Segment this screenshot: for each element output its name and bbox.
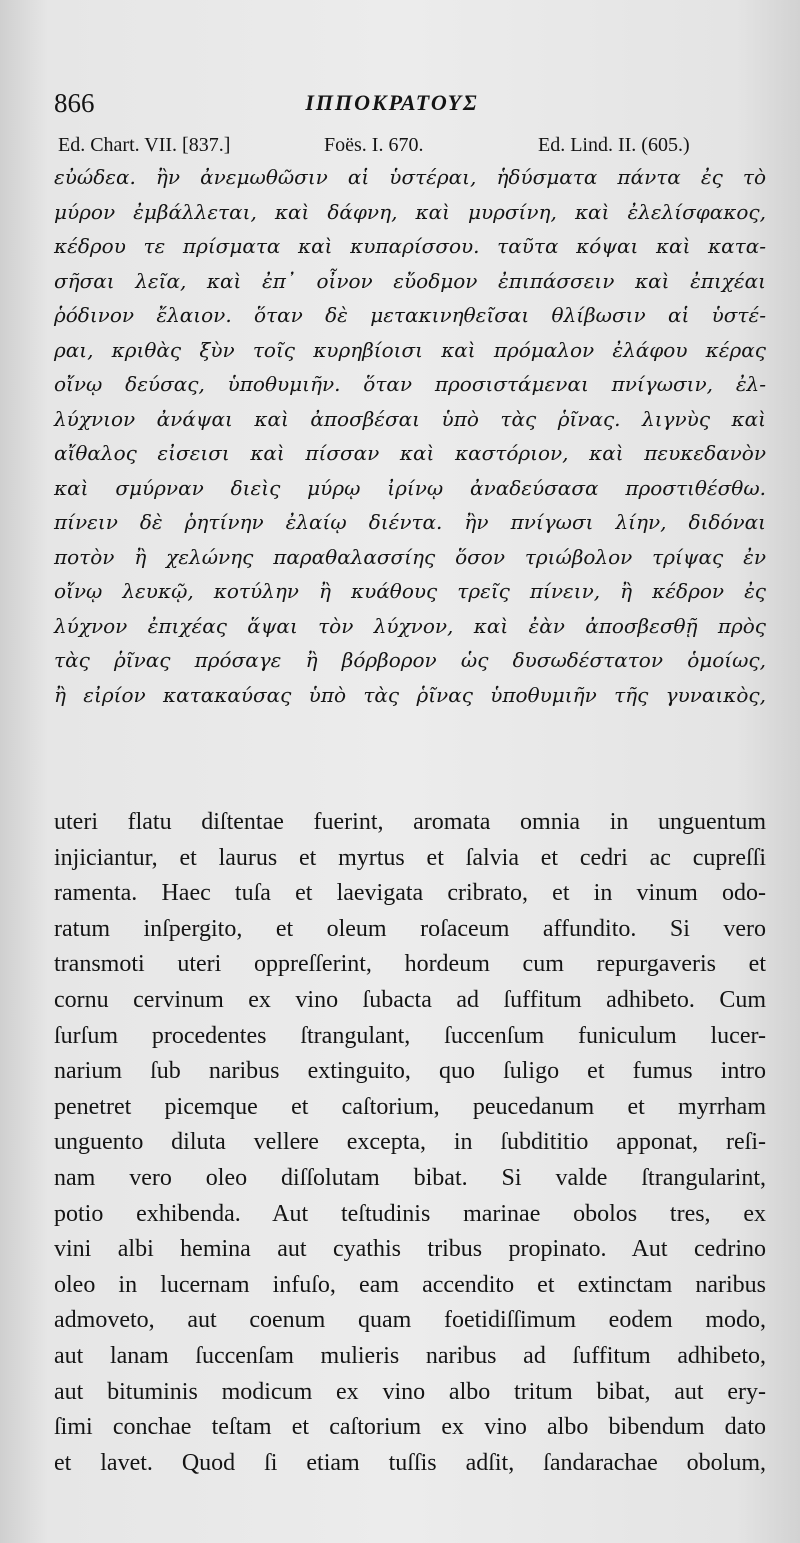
greek-text-line: λύχνον ἐπιχέας ἅψαι τὸν λύχνον, καὶ ἐὰν ἀποσβεσθῇ πρὸς <box>54 613 766 638</box>
page-number: 866 <box>54 88 95 118</box>
latin-text-line: injiciantur, et laurus et myrtus et ſalvia et cedri ac cupreſſi <box>54 844 766 871</box>
greek-text-line: ραι, κριθὰς ξὺν τοῖς κυρηβίοισι καὶ πρόμαλον ἐλάφου κέρας <box>54 337 766 362</box>
greek-text-line: πίνειν δὲ ῥητίνην ἐλαίῳ διέντα. ἢν πνίγωσι λίην, διδόναι <box>54 510 766 534</box>
greek-text-line: αἴθαλος εἰσεισι καὶ πίσσαν καὶ καστόριον, καὶ πευκεδανὸν <box>54 441 766 465</box>
greek-text-line: κέδρου τε πρίσματα καὶ κυπαρίσσου. ταῦτα κόψαι καὶ κατα- <box>54 234 766 258</box>
latin-text-line: cornu cervinum ex vino ſubacta ad ſuffitum adhibeto. Cum <box>54 986 766 1013</box>
latin-text-line: aut bituminis modicum ex vino albo tritum bibat, aut ery- <box>54 1378 766 1405</box>
greek-text-line: τὰς ῥῖνας πρόσαγε ἢ βόρβορον ὡς δυσωδέστατον ὁμοίως, <box>54 648 766 672</box>
latin-text-line: uteri flatu diſtentae fuerint, aromata omnia in unguentum <box>54 809 766 835</box>
greek-text-line: μύρον ἐμβάλλεται, καὶ δάφνη, καὶ μυρσίνη, καὶ ἐλελίσφακος, <box>54 199 766 224</box>
greek-text-line: ἢ εἰρίον κατακαύσας ὑπὸ τὰς ῥῖνας ὑποθυμιῆν τῆς γυναικὸς, <box>54 682 766 707</box>
latin-text-line: ſimi conchae teſtam et caſtorium ex vino albo bibendum dato <box>54 1414 766 1441</box>
edition-lind: Ed. Lind. II. (605.) <box>538 134 690 156</box>
latin-text-line: vini albi hemina aut cyathis tribus propinato. Aut cedrino <box>54 1236 766 1263</box>
latin-text-line: ramenta. Haec tuſa et laevigata cribrato, et in vinum odo- <box>54 880 766 907</box>
greek-text-line: λύχνιον ἀνάψαι καὶ ἀποσβέσαι ὑπὸ τὰς ῥῖνας. λιγνὺς καὶ <box>54 406 766 431</box>
latin-text-line: ſurſum procedentes ſtrangulant, ſuccenſum funiculum lucer- <box>54 1022 766 1049</box>
greek-text-line: εὐώδεα. ἢν ἀνεμωθῶσιν αἱ ὑστέραι, ἡδύσματα πάντα ἐς τὸ <box>54 165 766 189</box>
latin-text-line: transmoti uteri oppreſſerint, hordeum cum repurgaveris et <box>54 951 766 978</box>
greek-text-line: ποτὸν ἢ χελώνης παραθαλασσίης ὅσον τριώβολον τρίψας ἐν <box>54 544 766 569</box>
edition-foes: Foës. I. 670. <box>324 134 424 156</box>
greek-text-line: καὶ σμύρναν διεὶς μύρῳ ἰρίνῳ ἀναδεύσασα προστιθέσθω. <box>54 475 766 500</box>
greek-text-line: οἴνῳ δεύσας, ὑποθυμιῆν. ὅταν προσιστάμεναι πνίγωσιν, ἐλ- <box>54 372 766 396</box>
latin-text-block <box>54 805 766 1481</box>
latin-text-line: et lavet. Quod ſi etiam tuſſis adſit, ſandarachae obolum, <box>54 1449 766 1476</box>
latin-text-line: oleo in lucernam infuſo, eam accendito et extinctam naribus <box>54 1271 766 1298</box>
latin-text-line: ratum inſpergito, et oleum roſaceum affundito. Si vero <box>54 915 766 942</box>
running-title: ΙΠΠΟΚΡΑΤΟΥΣ <box>305 90 479 115</box>
greek-text-block <box>54 160 766 712</box>
latin-text-line: nam vero oleo diſſolutam bibat. Si valde ſtrangularint, <box>54 1164 766 1191</box>
greek-text-line: οἴνῳ λευκῷ, κοτύλην ἢ κυάθους τρεῖς πίνειν, ἢ κέδρον ἐς <box>54 579 766 603</box>
edition-chart: Ed. Chart. VII. [837.] <box>58 134 231 156</box>
latin-text-line: unguento diluta vellere excepta, in ſubdititio apponat, reſi- <box>54 1129 766 1156</box>
page-header <box>54 88 730 124</box>
latin-text-line: penetret picemque et caſtorium, peucedanum et myrrham <box>54 1093 766 1120</box>
latin-text-line: aut lanam ſuccenſam mulieris naribus ad ſuffitum adhibeto, <box>54 1342 766 1369</box>
latin-text-line: narium ſub naribus extinguito, quo ſuligo et fumus intro <box>54 1058 766 1085</box>
latin-text-line: potio exhibenda. Aut teſtudinis marinae obolos tres, ex <box>54 1200 766 1227</box>
greek-text-line: ῥόδινον ἔλαιον. ὅταν δὲ μετακινηθεῖσαι θλίβωσιν αἱ ὑστέ- <box>54 303 766 327</box>
greek-text-line: σῆσαι λεῖα, καὶ ἐπ᾽ οἶνον εὔοδμον ἐπιπάσσειν καὶ ἐπιχέαι <box>54 268 766 293</box>
latin-text-line: admoveto, aut coenum quam foetidiſſimum eodem modo, <box>54 1307 766 1334</box>
